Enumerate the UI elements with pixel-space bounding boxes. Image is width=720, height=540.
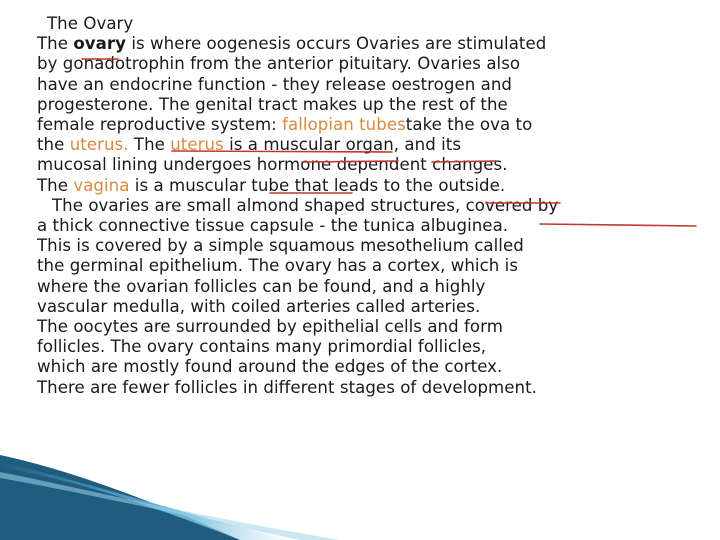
text-run: The: [128, 135, 171, 155]
text-run: mucosal lining undergoes hormone dependent changes.: [37, 155, 508, 175]
wave-dark-band: [0, 455, 240, 540]
text-run: follicles. The ovary contains many primordial follicles,: [37, 337, 487, 357]
text-run: have an endocrine function - they release oestrogen and: [37, 74, 512, 94]
text-run: The ovaries are small almond shaped structures, covered by: [52, 195, 559, 215]
text-run: The: [37, 175, 74, 195]
text-run: take the ova to: [405, 115, 533, 135]
text-run: is where oogenesis occurs Ovaries are stimulated: [126, 34, 547, 54]
text-run: is a muscular tube that leads to the outside.: [129, 175, 506, 195]
text-run: by gonadotrophin from the anterior pituitary. Ovaries also: [37, 54, 521, 74]
text-run: There are fewer follicles in different stages of development.: [37, 377, 537, 397]
text-run: The: [37, 34, 74, 54]
text-run: female reproductive system:: [37, 115, 283, 135]
text-run: The oocytes are surrounded by epithelial cells and form: [37, 317, 503, 337]
highlighted-term: uterus.: [69, 135, 129, 155]
text-run: which are mostly found around the edges of the cortex.: [37, 357, 503, 377]
text-run: This is covered by a simple squamous mesothelium called: [37, 236, 524, 256]
key-term: ovary: [73, 34, 127, 54]
text-run: the germinal epithelium. The ovary has a cortex, which is: [37, 256, 519, 276]
highlighted-term: uterus: [170, 135, 224, 155]
text-run: vascular medulla, with coiled arteries called arteries.: [37, 296, 481, 316]
highlighted-term: vagina: [73, 175, 130, 195]
text-run: a thick connective tissue capsule - the tunica albuginea.: [37, 216, 509, 236]
text-run: is a muscular organ, and its: [223, 135, 462, 155]
slide-title: The Ovary: [47, 14, 134, 33]
highlighted-term: fallopian tubes: [282, 115, 406, 135]
text-run: the: [37, 135, 70, 155]
text-run: progesterone. The genital tract makes up the rest of the: [37, 94, 508, 114]
text-run: where the ovarian follicles can be found, and a highly: [37, 276, 486, 296]
